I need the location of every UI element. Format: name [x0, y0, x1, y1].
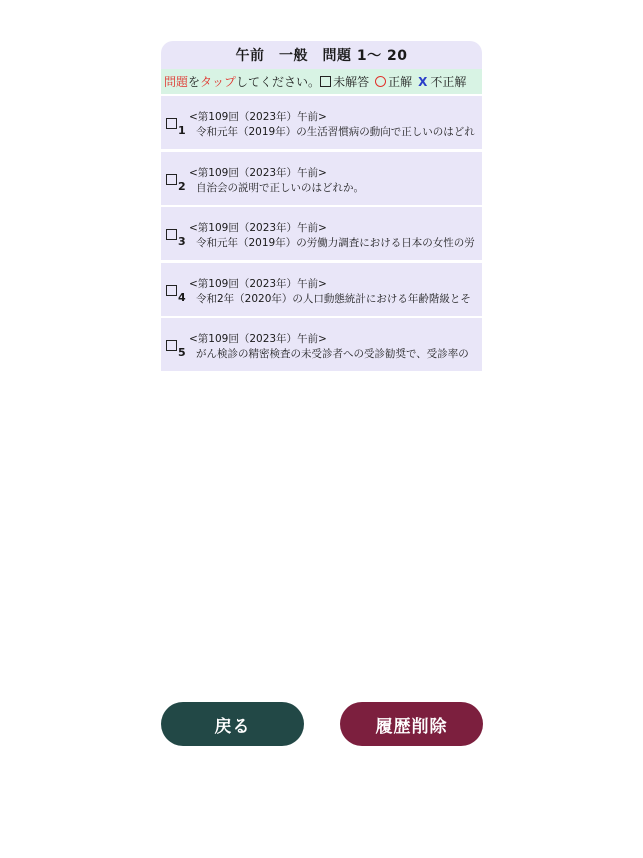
legend-instruction: してください。 [236, 75, 321, 89]
question-meta: <第109回（2023年）午前> [189, 222, 327, 234]
question-number: 2 [178, 179, 186, 193]
unanswered-checkbox-icon [166, 118, 177, 129]
question-meta: <第109回（2023年）午前> [189, 333, 327, 345]
question-meta: <第109回（2023年）午前> [189, 277, 327, 290]
question-number: 1 [178, 124, 186, 137]
unanswered-checkbox-icon [166, 285, 177, 296]
question-number: 5 [178, 346, 186, 359]
question-row[interactable] [161, 207, 482, 260]
question-meta: <第109回（2023年）午前> [189, 111, 327, 123]
question-panel [161, 41, 482, 374]
legend-particle: を [188, 75, 201, 89]
question-row[interactable] [161, 318, 482, 371]
question-list [161, 96, 482, 371]
unanswered-checkbox-icon [166, 340, 177, 351]
question-row[interactable] [161, 152, 482, 205]
page-title: 午前 一般 問題 1〜 20 [161, 41, 482, 69]
question-text: 令和元年（2019年）の生活習慣病の動向で正しいのはどれ [196, 126, 475, 138]
question-number: 3 [178, 235, 186, 248]
question-row[interactable] [161, 96, 482, 149]
clear-history-button[interactable]: 履歴削除 [340, 702, 483, 746]
question-meta: <第109回（2023年）午前> [189, 166, 327, 179]
legend-tap-word: タップ [200, 75, 237, 89]
question-text: がん検診の精密検査の未受診者への受診勧奨で、受診率の [196, 348, 469, 360]
question-number: 4 [178, 290, 186, 304]
back-button[interactable]: 戻る [161, 702, 304, 746]
legend-unanswered-label: 未解答 [333, 75, 370, 89]
question-text: 令和元年（2019年）の労働力調査における日本の女性の労 [196, 237, 475, 249]
legend-correct-label: 正解 [388, 75, 413, 89]
legend-question-word: 問題 [164, 75, 189, 89]
question-text: 自治会の説明で正しいのはどれか。 [196, 181, 364, 194]
incorrect-x-icon: X [418, 74, 428, 89]
question-text: 令和2年（2020年）の人口動態統計における年齢階級とそ [196, 292, 471, 305]
unanswered-square-icon [320, 76, 331, 87]
correct-circle-icon [375, 76, 386, 87]
unanswered-checkbox-icon [166, 229, 177, 240]
question-row[interactable] [161, 263, 482, 316]
legend-incorrect-label: 不正解 [430, 75, 467, 89]
unanswered-checkbox-icon [166, 174, 177, 185]
legend-bar [161, 69, 482, 94]
